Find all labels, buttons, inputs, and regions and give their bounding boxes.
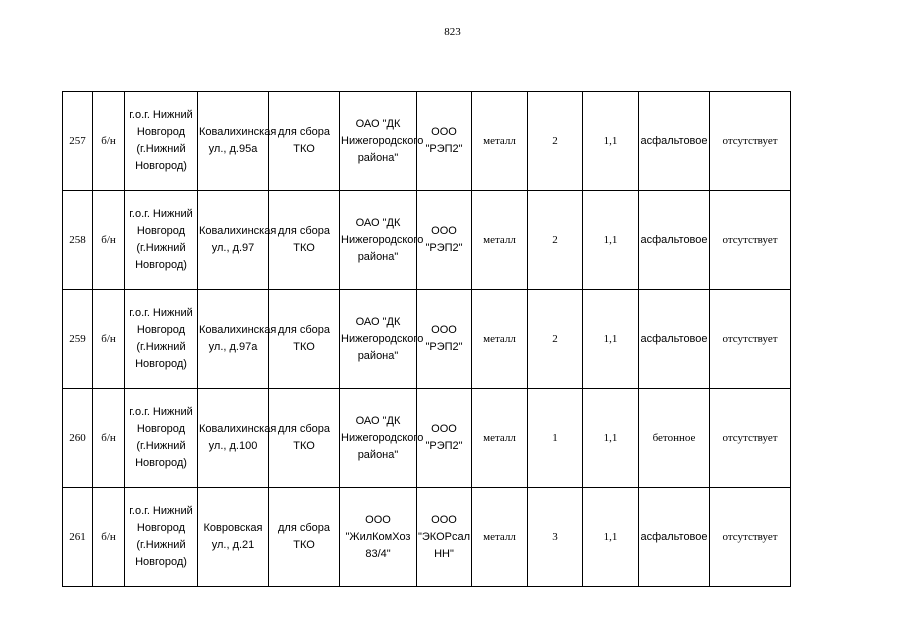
table-row xyxy=(63,92,791,191)
cell-municipality: г.о.г. Нижний Новгород (г.Нижний Новгород) xyxy=(125,488,198,587)
cell-address: Ковалихинская ул., д.95а xyxy=(198,92,269,191)
cell-address: Ковалихинская ул., д.97а xyxy=(198,290,269,389)
cell-row-number: 260 xyxy=(63,389,93,488)
cell-row-number: 257 xyxy=(63,92,93,191)
cell-material: металл xyxy=(472,389,528,488)
cell-volume: 1,1 xyxy=(583,92,639,191)
table-row xyxy=(63,488,791,587)
cell-fence: отсутствует xyxy=(710,191,791,290)
cell-container-count: 2 xyxy=(528,191,583,290)
cell-fence: отсутствует xyxy=(710,389,791,488)
cell-material: металл xyxy=(472,191,528,290)
cell-row-number: 258 xyxy=(63,191,93,290)
cell-material: металл xyxy=(472,488,528,587)
cell-registry-number: б/н xyxy=(93,290,125,389)
cell-operator: ООО "РЭП2" xyxy=(417,389,472,488)
cell-address: Ковалихинская ул., д.97 xyxy=(198,191,269,290)
cell-registry-number: б/н xyxy=(93,92,125,191)
cell-surface: асфальтовое xyxy=(639,488,710,587)
cell-purpose: для сбора ТКО xyxy=(269,488,340,587)
page-number: 823 xyxy=(444,26,461,38)
cell-volume: 1,1 xyxy=(583,488,639,587)
cell-container-count: 2 xyxy=(528,290,583,389)
cell-owner: ОАО "ДК Нижегородского района" xyxy=(340,191,417,290)
cell-container-count: 3 xyxy=(528,488,583,587)
cell-container-count: 1 xyxy=(528,389,583,488)
cell-owner: ОАО "ДК Нижегородского района" xyxy=(340,389,417,488)
cell-surface: бетонное xyxy=(639,389,710,488)
cell-purpose: для сбора ТКО xyxy=(269,191,340,290)
cell-operator: ООО "РЭП2" xyxy=(417,290,472,389)
cell-registry-number: б/н xyxy=(93,389,125,488)
cell-surface: асфальтовое xyxy=(639,191,710,290)
cell-row-number: 261 xyxy=(63,488,93,587)
cell-fence: отсутствует xyxy=(710,290,791,389)
cell-material: металл xyxy=(472,92,528,191)
cell-registry-number: б/н xyxy=(93,488,125,587)
cell-operator: ООО "ЭКОРсал НН" xyxy=(417,488,472,587)
cell-municipality: г.о.г. Нижний Новгород (г.Нижний Новгород) xyxy=(125,389,198,488)
cell-municipality: г.о.г. Нижний Новгород (г.Нижний Новгород) xyxy=(125,92,198,191)
cell-volume: 1,1 xyxy=(583,191,639,290)
cell-municipality: г.о.г. Нижний Новгород (г.Нижний Новгород) xyxy=(125,191,198,290)
cell-owner: ООО "ЖилКомХоз 83/4" xyxy=(340,488,417,587)
cell-address: Ковровская ул., д.21 xyxy=(198,488,269,587)
cell-volume: 1,1 xyxy=(583,290,639,389)
cell-owner: ОАО "ДК Нижегородского района" xyxy=(340,92,417,191)
cell-owner: ОАО "ДК Нижегородского района" xyxy=(340,290,417,389)
cell-address: Ковалихинская ул., д.100 xyxy=(198,389,269,488)
cell-material: металл xyxy=(472,290,528,389)
cell-purpose: для сбора ТКО xyxy=(269,290,340,389)
cell-volume: 1,1 xyxy=(583,389,639,488)
cell-surface: асфальтовое xyxy=(639,92,710,191)
cell-operator: ООО "РЭП2" xyxy=(417,191,472,290)
cell-fence: отсутствует xyxy=(710,488,791,587)
cell-container-count: 2 xyxy=(528,92,583,191)
cell-municipality: г.о.г. Нижний Новгород (г.Нижний Новгород) xyxy=(125,290,198,389)
cell-registry-number: б/н xyxy=(93,191,125,290)
cell-surface: асфальтовое xyxy=(639,290,710,389)
cell-operator: ООО "РЭП2" xyxy=(417,92,472,191)
cell-purpose: для сбора ТКО xyxy=(269,92,340,191)
cell-fence: отсутствует xyxy=(710,92,791,191)
table-row xyxy=(63,290,791,389)
waste-site-table xyxy=(62,91,791,587)
cell-row-number: 259 xyxy=(63,290,93,389)
cell-purpose: для сбора ТКО xyxy=(269,389,340,488)
table-row xyxy=(63,191,791,290)
table-row xyxy=(63,389,791,488)
